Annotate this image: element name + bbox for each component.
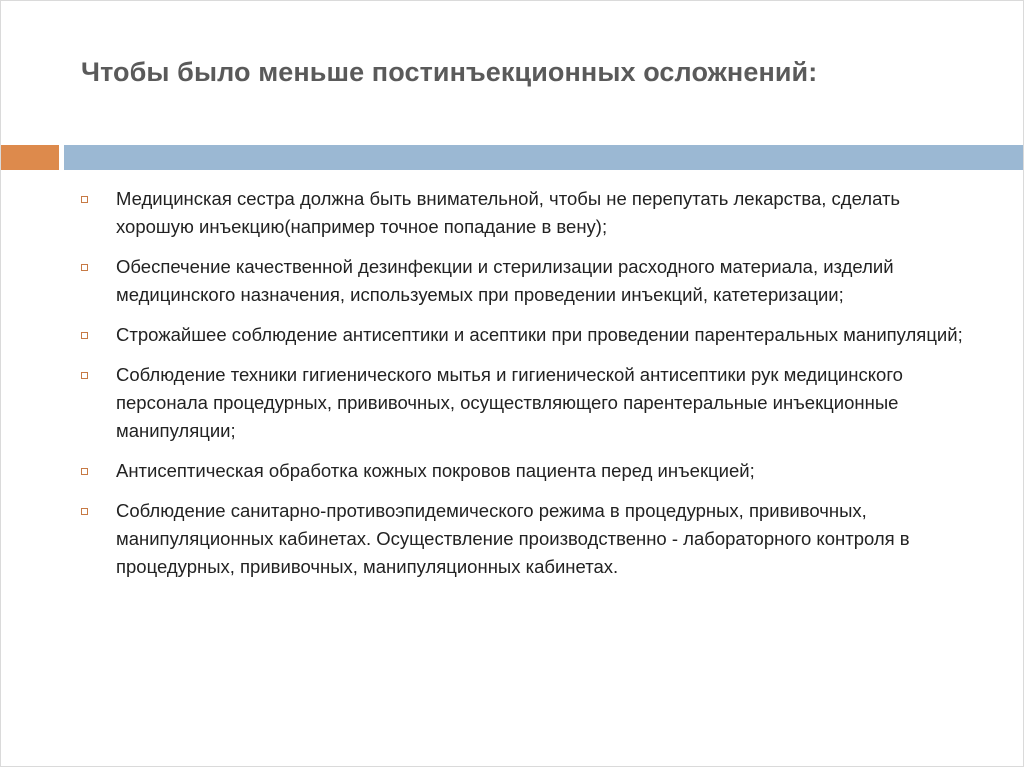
bullet-text: Обеспечение качественной дезинфекции и стерилизации расходного материала, изделий медицинского назначения, используемых при проведении инъекций, катетеризации; [116,256,894,305]
bullet-text: Антисептическая обработка кожных покровов пациента перед инъекцией; [116,460,755,481]
square-bullet-icon [81,332,88,339]
square-bullet-icon [81,196,88,203]
accent-bar-orange [1,145,59,170]
list-item [79,185,979,241]
square-bullet-icon [81,468,88,475]
list-item [79,253,979,309]
bullet-list [79,185,979,593]
accent-bar-blue [64,145,1023,170]
list-item [79,361,979,445]
slide-title: Чтобы было меньше постинъекционных осложнений: [81,57,818,87]
bullet-text: Соблюдение санитарно-противоэпидемического режима в процедурных, прививочных, манипуляционных кабинетах. Осуществление производственно - лабораторного контроля в процедурных, прививочных, манипуляционных кабинетах. [116,500,910,577]
list-item [79,457,979,485]
bullet-text: Соблюдение техники гигиенического мытья и гигиенической антисептики рук медицинского персонала процедурных, прививочных, осуществляющего парентеральные инъекционные манипуляции; [116,364,903,441]
square-bullet-icon [81,372,88,379]
square-bullet-icon [81,264,88,271]
list-item [79,497,979,581]
list-item [79,321,979,349]
square-bullet-icon [81,508,88,515]
bullet-text: Медицинская сестра должна быть внимательной, чтобы не перепутать лекарства, сделать хорошую инъекцию(например точное попадание в вену); [116,188,901,237]
bullet-text: Строжайшее соблюдение антисептики и асептики при проведении парентеральных манипуляций; [116,324,963,345]
